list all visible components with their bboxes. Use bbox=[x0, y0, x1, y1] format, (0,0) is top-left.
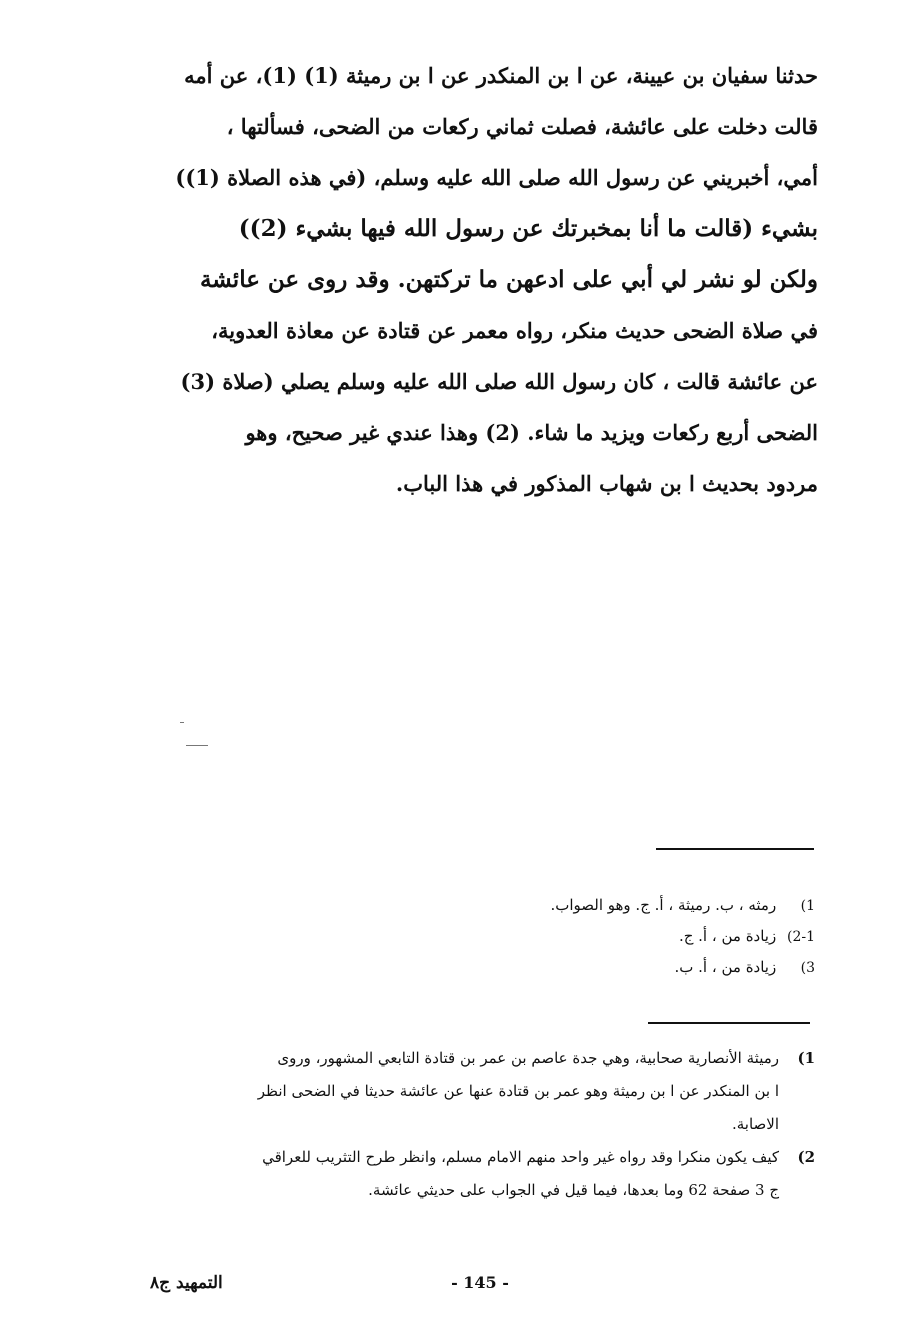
footnote-line: كيف يكون منكرا وقد رواه غير واحد منهم الامام مسلم، وانظر طرح التثريب للعراقي bbox=[262, 1148, 779, 1166]
body-line: قالت دخلت على عائشة، فصلت ثماني ركعات من الضحى، فسألتها ، bbox=[226, 114, 818, 139]
variant-number: 3) bbox=[800, 960, 815, 976]
body-line: عن عائشة قالت ، كان رسول الله صلى الله عليه وسلم يصلي (صلاة (3) bbox=[180, 369, 818, 394]
footnote-line: رميثة الأنصارية صحابية، وهي جدة عاصم بن عمر بن قتادة التابعي المشهور، وروى bbox=[277, 1049, 779, 1067]
body-line: مردود بحديث ا بن شهاب المذكور في هذا الباب. bbox=[395, 471, 818, 496]
manuscript-variants bbox=[420, 890, 815, 983]
body-line: بشيء (قالت ما أنا بمخبرتك عن رسول الله فيها بشيء (2)) bbox=[238, 215, 818, 242]
body-line: ولكن لو نشر لي أبي على ادعهن ما تركتهن. وقد روى عن عائشة bbox=[199, 266, 818, 293]
footnote-number: 1) bbox=[797, 1049, 815, 1067]
scan-mark bbox=[180, 722, 184, 723]
variant-text: زيادة من ، أ. ب. bbox=[674, 958, 777, 976]
variants-separator bbox=[656, 848, 814, 850]
variant-text: زيادة من ، أ. ج. bbox=[678, 927, 777, 945]
body-line: في صلاة الضحى حديث منكر، رواه معمر عن قتادة عن معاذة العدوية، bbox=[211, 318, 818, 343]
main-text bbox=[158, 50, 818, 509]
footnote-number: 2) bbox=[797, 1148, 815, 1166]
book-title: التمهيد ج٨ bbox=[150, 1273, 223, 1293]
footnotes bbox=[150, 1042, 815, 1207]
notes-separator bbox=[648, 1022, 810, 1024]
footnote-line: الاصابة. bbox=[731, 1115, 779, 1133]
footnote bbox=[150, 1042, 815, 1141]
footnote-line: ج 3 صفحة 62 وما بعدها، فيما قيل في الجواب على حديثي عائشة. bbox=[368, 1181, 779, 1199]
variant-text: رمثه ، ب. رميثة ، أ. ج. وهو الصواب. bbox=[550, 896, 777, 914]
body-line: حدثنا سفيان بن عيينة، عن ا بن المنكدر عن ا بن رميثة (1) (1)، عن أمه bbox=[184, 63, 818, 88]
scan-mark bbox=[186, 745, 208, 746]
variant-number: 2-1) bbox=[786, 929, 815, 945]
variant-item bbox=[420, 890, 815, 921]
variant-number: 1) bbox=[800, 898, 815, 914]
footnote bbox=[150, 1141, 815, 1207]
body-line: أمي، أخبريني عن رسول الله صلى الله عليه وسلم، (في هذه الصلاة (1)) bbox=[175, 165, 818, 190]
variant-item bbox=[420, 921, 815, 952]
footnote-line: ا بن المنكدر عن ا بن رميثة وهو عمر بن قتادة عنها عن عائشة حديثا في الضحى انظر bbox=[257, 1082, 779, 1100]
page-number: - 145 - bbox=[451, 1273, 509, 1292]
variant-item bbox=[420, 952, 815, 983]
body-line: الضحى أربع ركعات ويزيد ما شاء. (2) وهذا عندي غير صحيح، وهو bbox=[245, 420, 818, 445]
